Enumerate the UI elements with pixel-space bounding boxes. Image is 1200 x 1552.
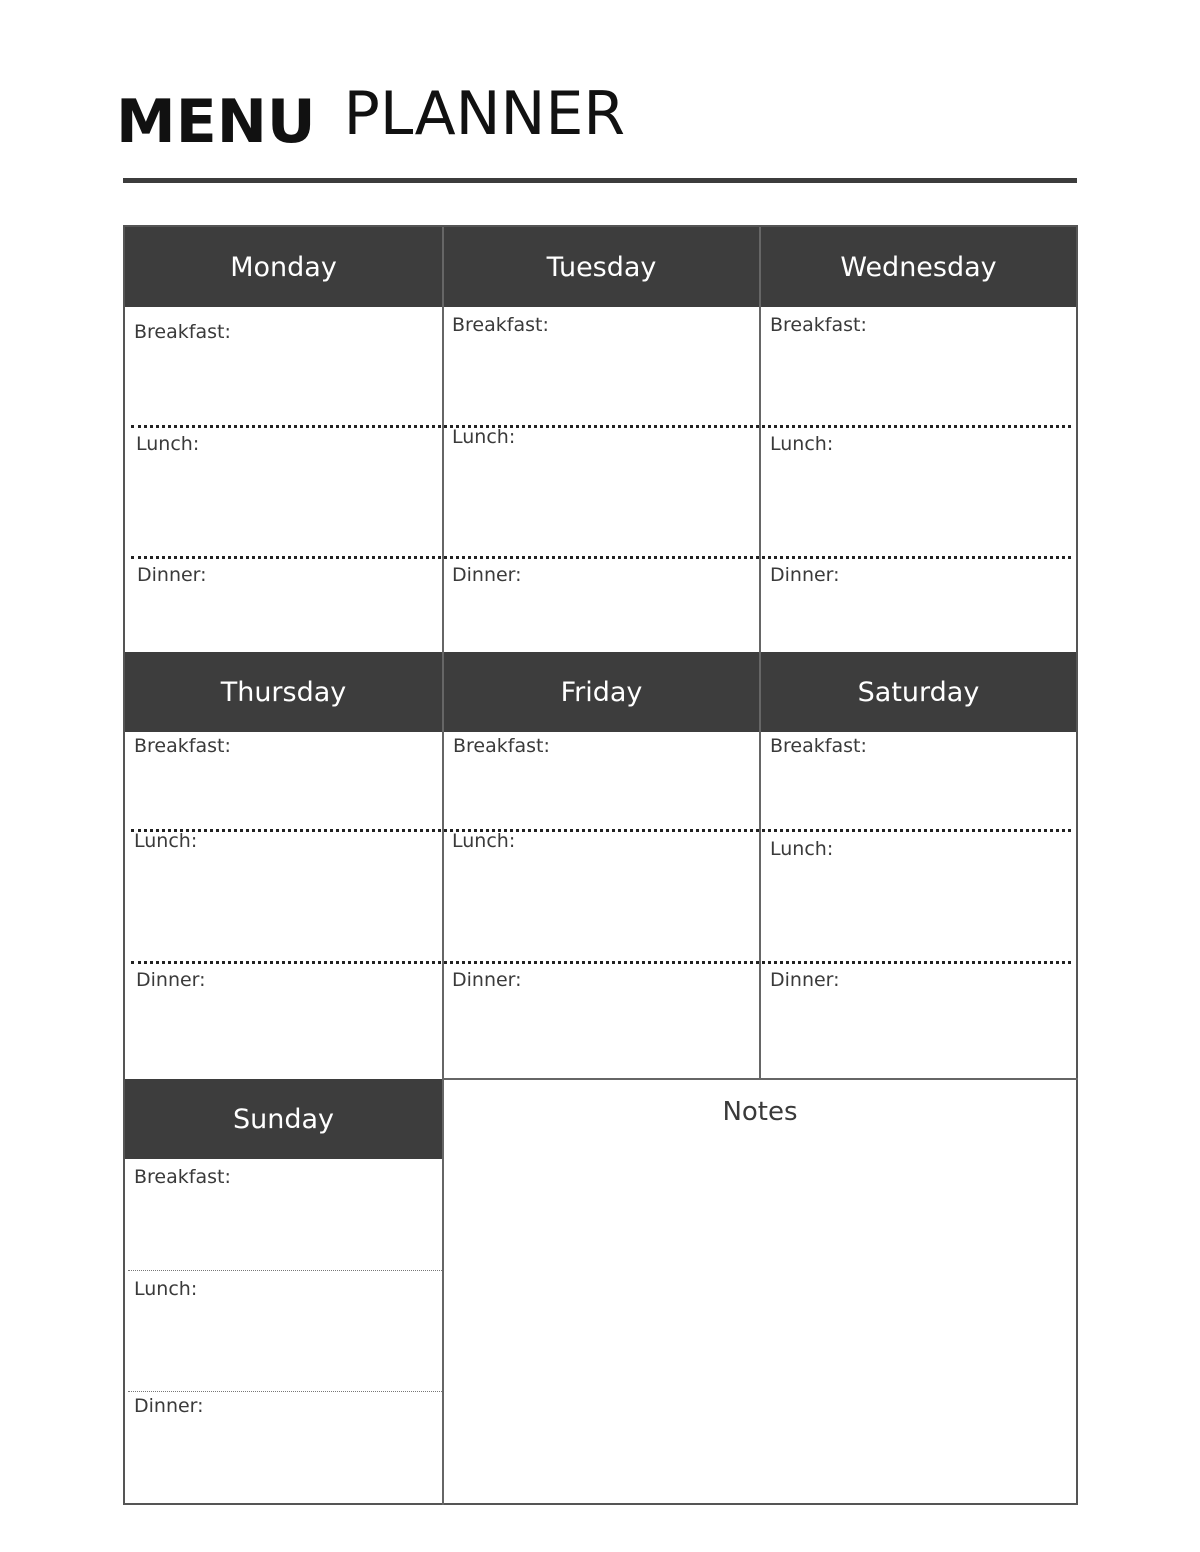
notes-title: Notes <box>722 1097 798 1127</box>
day-header-friday: Friday <box>444 652 759 732</box>
monday-lunch-label: Lunch: <box>136 433 200 455</box>
friday-dinner-label: Dinner: <box>452 969 522 991</box>
monday-dinner-label: Dinner: <box>137 564 207 586</box>
thursday-dinner-label: Dinner: <box>136 969 206 991</box>
day-header-wednesday: Wednesday <box>761 227 1076 307</box>
title-planner: PLANNER <box>343 79 626 149</box>
planner-grid <box>123 225 1078 1505</box>
sunday-dinner-divider <box>128 1391 442 1392</box>
saturday-breakfast-label: Breakfast: <box>770 735 867 757</box>
friday-lunch-label: Lunch: <box>452 830 516 852</box>
friday-breakfast-label: Breakfast: <box>453 735 550 757</box>
row1-col-divider-1 <box>442 227 444 652</box>
row2-lunch-divider <box>131 829 1071 832</box>
tuesday-dinner-label: Dinner: <box>452 564 522 586</box>
tuesday-breakfast-label: Breakfast: <box>452 314 549 336</box>
row1-dinner-divider <box>131 556 1071 559</box>
sunday-breakfast-label: Breakfast: <box>134 1166 231 1188</box>
row2-col-divider-2 <box>759 652 761 1079</box>
row2-bottom-border <box>442 1078 1078 1080</box>
day-header-monday: Monday <box>125 227 442 307</box>
row1-col-divider-2 <box>759 227 761 652</box>
thursday-lunch-label: Lunch: <box>134 830 198 852</box>
row2-col-divider-1 <box>442 652 444 1079</box>
day-header-sunday: Sunday <box>125 1079 442 1159</box>
sunday-lunch-label: Lunch: <box>134 1278 198 1300</box>
wednesday-breakfast-label: Breakfast: <box>770 314 867 336</box>
tuesday-lunch-label: Lunch: <box>452 426 516 448</box>
day-header-saturday: Saturday <box>761 652 1076 732</box>
title-divider <box>123 178 1077 183</box>
wednesday-dinner-label: Dinner: <box>770 564 840 586</box>
monday-breakfast-label: Breakfast: <box>134 321 231 343</box>
sunday-lunch-divider <box>128 1270 442 1271</box>
saturday-lunch-label: Lunch: <box>770 838 834 860</box>
row2-dinner-divider <box>131 961 1071 964</box>
day-header-tuesday: Tuesday <box>444 227 759 307</box>
thursday-breakfast-label: Breakfast: <box>134 735 231 757</box>
day-header-thursday: Thursday <box>125 652 442 732</box>
page-title <box>116 72 626 157</box>
sunday-dinner-label: Dinner: <box>134 1395 204 1417</box>
saturday-dinner-label: Dinner: <box>770 969 840 991</box>
row1-lunch-divider <box>131 425 1071 428</box>
wednesday-lunch-label: Lunch: <box>770 433 834 455</box>
notes-area[interactable] <box>444 1142 1076 1503</box>
title-menu: MENU <box>116 87 316 157</box>
